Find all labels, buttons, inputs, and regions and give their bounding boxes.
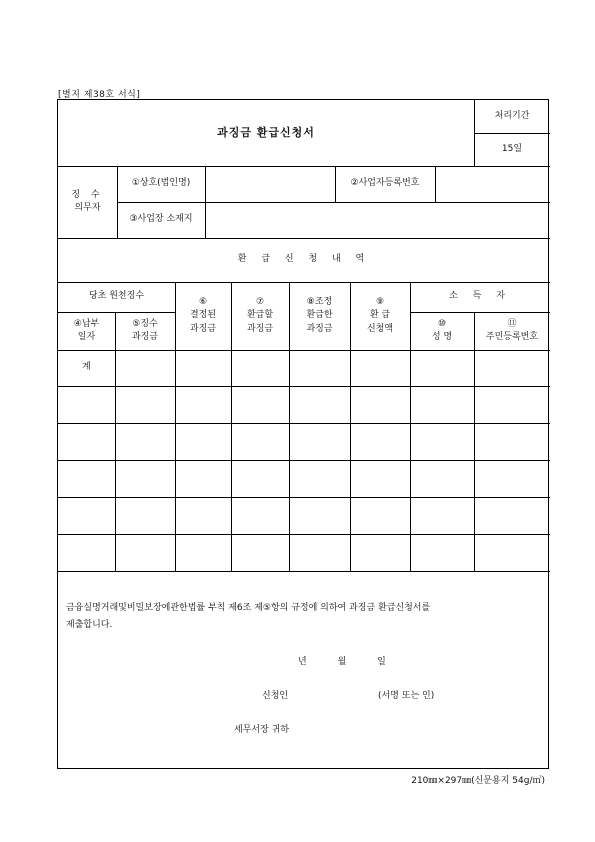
payer-label-line2: 의무자 [74, 203, 101, 213]
processing-period-label: 처리기간 [494, 110, 530, 121]
resident-line1: ⑪ [507, 318, 517, 329]
corner-mark: . [58, 764, 60, 770]
company-name-label: ①상호(법인명) [131, 178, 191, 189]
determined-line1: ⑥ [198, 296, 208, 307]
declaration-text [66, 600, 536, 634]
refundable-penalty-header [231, 282, 289, 350]
payment-date-line2: 일자 [77, 332, 96, 342]
date-line [298, 654, 386, 667]
refund-amount-header [350, 282, 410, 350]
refund-application-form [57, 99, 549, 769]
collected-line2: 과징금 [131, 332, 159, 342]
paper-spec-footer: 210㎜×297㎜(신문용지 54g/㎡) [411, 776, 545, 786]
declaration-line1: 금융실명거래및비밀보장에관한법률 부칙 제6조 제⑤항의 규정에 의하여 과징금 환급신청서를 [66, 603, 431, 613]
amount-line3: 신청액 [366, 323, 394, 334]
withholding-group-header: 당초 원천징수 [88, 291, 145, 302]
determined-penalty-header [175, 282, 231, 350]
resident-number-header [474, 312, 550, 350]
company-name-field[interactable] [205, 166, 335, 202]
form-number-tag: [별지 제38호 서식] [58, 90, 141, 100]
amount-line1: ⑨ [375, 296, 385, 307]
details-section-title: 환 급 신 청 내 역 [237, 254, 371, 265]
address-field[interactable] [205, 202, 550, 238]
payer-section-label [58, 166, 117, 238]
adjusted-refund-header [289, 282, 350, 350]
determined-line2: 결정된 [189, 310, 217, 321]
processing-period-value: 15일 [501, 143, 523, 154]
form-title: 과징금 환급신청서 [217, 125, 315, 139]
business-reg-label: ②사업자등록번호 [350, 178, 420, 189]
income-earner-group-header: 소 득 자 [449, 291, 511, 302]
payer-label-line1: 징 수 [71, 189, 104, 200]
adjusted-line3: 과징금 [306, 323, 333, 334]
refundable-line2: 환급할 [246, 310, 274, 321]
signature-label: (서명 또는 인) [378, 691, 435, 701]
total-label: 계 [82, 362, 91, 373]
name-line2: 성 명 [431, 332, 453, 342]
business-reg-field[interactable] [435, 166, 550, 202]
name-line1: ⑩ [437, 318, 447, 329]
payment-date-header [58, 312, 115, 350]
amount-line2: 환 급 [369, 310, 391, 321]
day-label: 일 [377, 657, 386, 667]
year-label: 년 [298, 657, 307, 667]
addressee: 세무서장 귀하 [234, 725, 290, 735]
collected-penalty-header [115, 312, 175, 350]
payment-date-line1: ④납부 [73, 318, 100, 329]
month-label: 월 [337, 657, 347, 667]
determined-line3: 과징금 [189, 323, 217, 334]
resident-line2: 주민등록번호 [485, 332, 539, 342]
refundable-line3: 과징금 [246, 323, 274, 334]
refundable-line1: ⑦ [255, 296, 265, 307]
collected-line1: ⑤징수 [132, 318, 158, 329]
adjusted-line2: 환급한 [306, 310, 333, 321]
applicant-label: 신청인 [262, 691, 289, 701]
adjusted-line1: ⑧조정 [306, 296, 333, 307]
name-header [410, 312, 474, 350]
address-label: ③사업장 소재지 [129, 214, 193, 225]
declaration-line2: 제출합니다. [66, 620, 113, 631]
